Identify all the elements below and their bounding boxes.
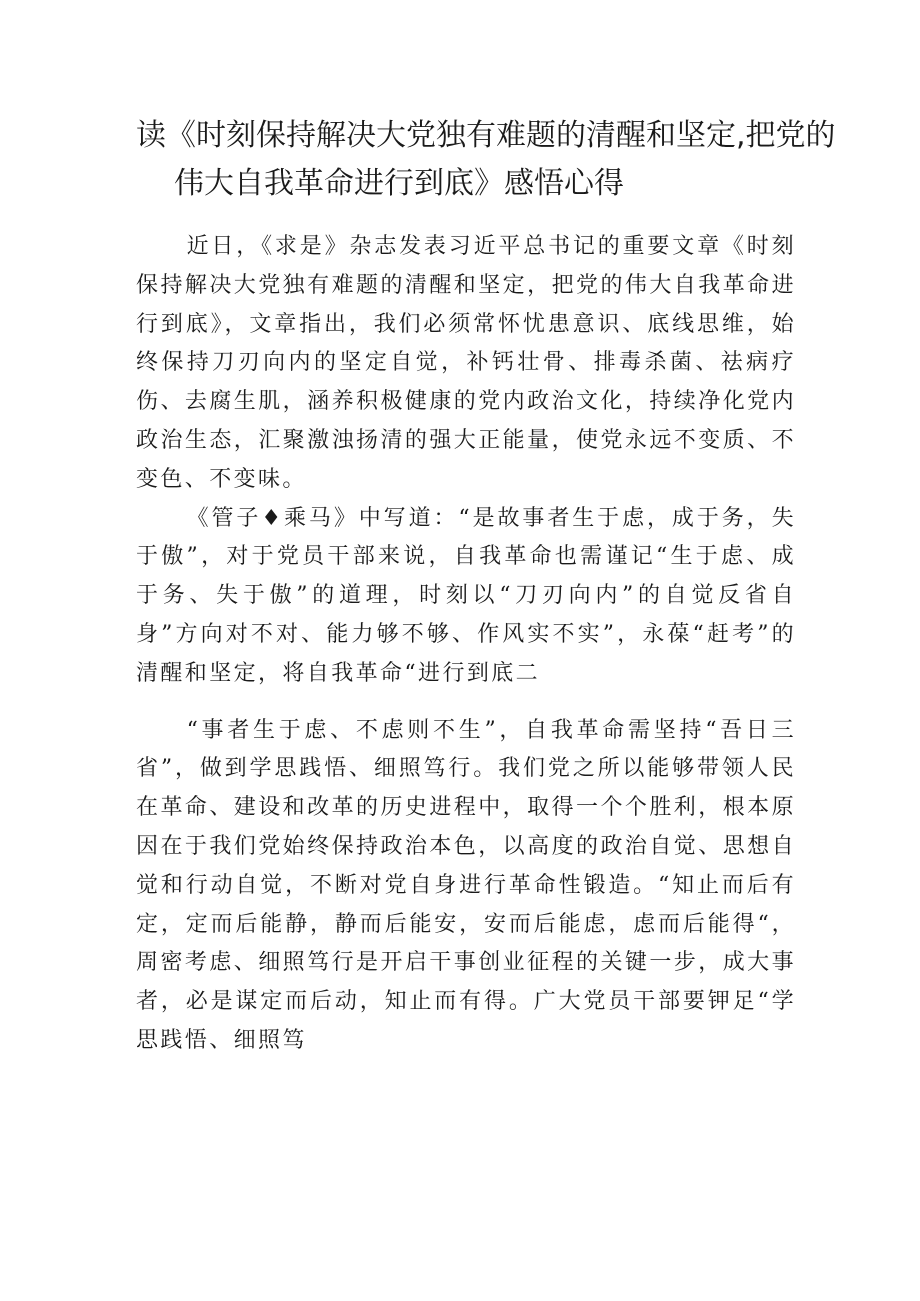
document-title: [136, 112, 836, 208]
title-line-2: 伟大自我革命进行到底》感悟心得: [174, 166, 624, 201]
paragraph-1: 近日，《求是》杂志发表习近平总书记的重要文章《时刻保持解决大党独有难题的清醒和坚定，把党的伟大自我革命进行到底》，文章指出，我们必须常怀忧患意识、底线思维，始终保持刀刃向内的坚定自觉，补钙壮骨、排毒杀菌、祛病疗伤、去腐生肌，涵养积极健康的党内政治文化，持续净化党内政治生态，汇聚激浊扬清的强大正能量，使党永远不变质、不变色、不变味。: [136, 234, 796, 492]
document-body: [136, 228, 796, 1061]
title-line-1: 读《时刻保持解决大党独有难题的清醒和坚定,把党的: [136, 118, 836, 153]
paragraph-3: “事者生于虑、不虑则不生”，自我革命需坚持“吾日三省”，做到学思践悟、细照笃行。我们党之所以能够带领人民在革命、建设和改革的历史进程中，取得一个个胜利，根本原因在于我们党始终保持政治本色，以高度的政治自觉、思想自觉和行动自觉，不断对党自身进行革命性锻造。“知止而后有定，定而后能静，静而后能安，安而后能虑，虑而后能得“，周密考虑、细照笃行是开启干事创业征程的关键一步，成大事者，必是谋定而后动，知止而有得。广大党员干部要钾足“学思践悟、细照笃: [136, 717, 796, 1053]
paragraph-2: 《管子♦乘马》中写道：“是故事者生于虑，成于务，失于傲”，对于党员干部来说，自我革命也需谨记“生于虑、成于务、失于傲”的道理，时刻以“刀刃向内”的自觉反省自身”方向对不对、能力够不够、作风实不实”，永葆“赶考”的清醒和坚定，将自我革命“进行到底二: [136, 505, 796, 686]
